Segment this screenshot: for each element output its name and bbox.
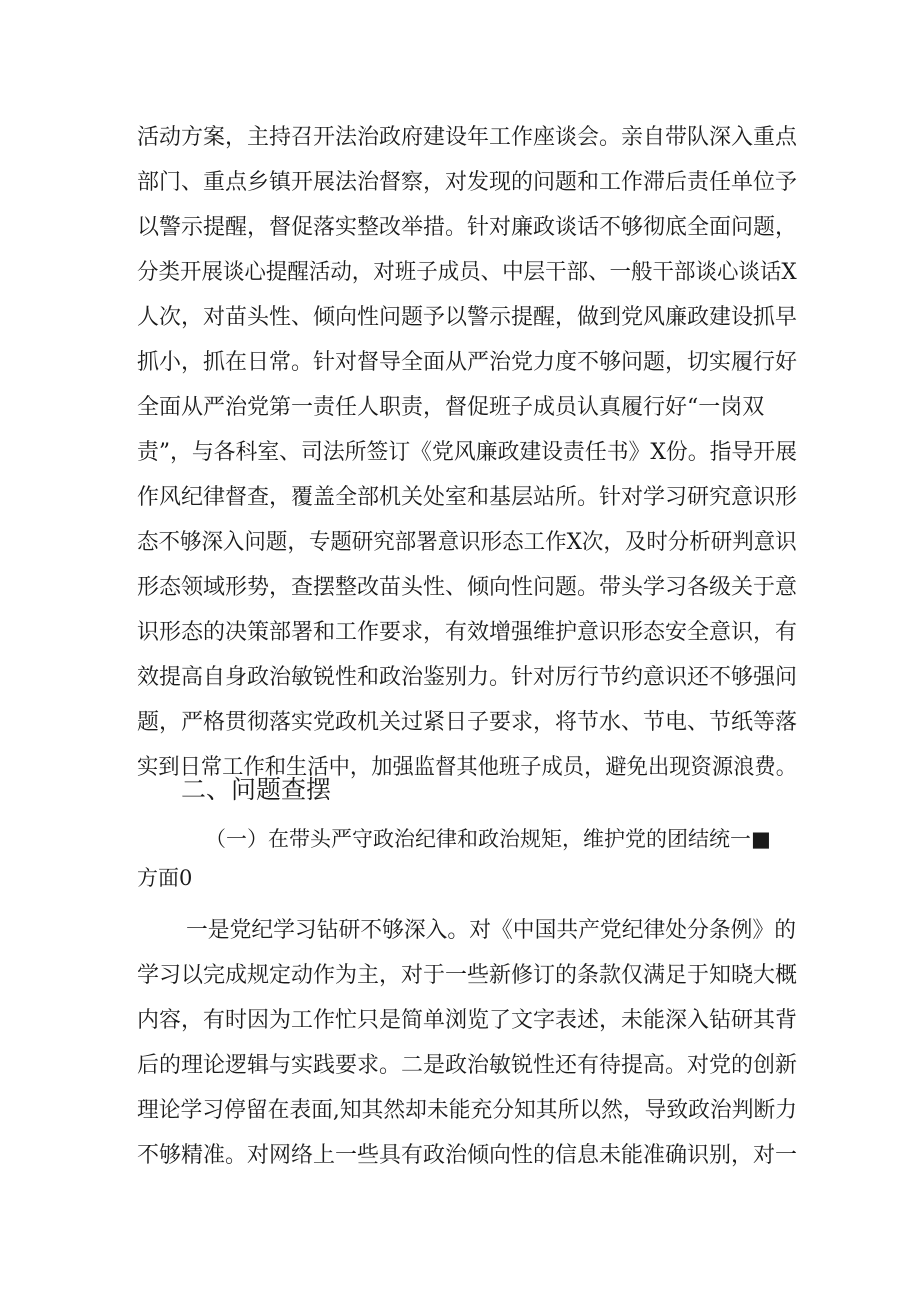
text-line: 责”，与各科室、司法所签订《党风廉政建设责任书》X份。指导开展: [137, 440, 797, 465]
text-line: 题，严格贯彻落实党政机关过紧日子要求，将节水、节电、节纸等落: [137, 710, 798, 735]
text-line: 形态领域形势，查摆整改苗头性、倾向性问题。带头学习各级关于意: [137, 575, 798, 600]
text-line: 实到日常工作和生活中，加强监督其他班子成员，避免出现资源浪费。: [137, 755, 798, 780]
text-line: 后的理论逻辑与实践要求。二是政治敏锐性还有待提高。对党的创新: [137, 1053, 798, 1078]
text-line: 态不够深入问题，专题研究部署意识形态工作X次，及时分析研判意识: [137, 530, 797, 555]
text-line: 全面从严治党第一责任人职责，督促班子成员认真履行好“一岗双: [137, 395, 765, 420]
text-line: 分类开展谈心提醒活动，对班子成员、中层干部、一般干部谈心谈话X: [137, 260, 797, 285]
text-line: 不够精准。对网络上一些具有政治倾向性的信息未能准确识别，对一: [137, 1143, 798, 1168]
text-line: 活动方案，主持召开法治政府建设年工作座谈会。亲自带队深入重点: [137, 125, 798, 150]
text-line: 内容，有时因为工作忙只是简单浏览了文字表述，未能深入钻研其背: [137, 1008, 798, 1033]
text-line: 作风纪律督查，覆盖全部机关处室和基层站所。针对学习研究意识形: [137, 485, 798, 510]
subheading-line: 方面0: [137, 866, 193, 890]
section-heading: 二、问题查摆: [181, 775, 332, 804]
text-line: 以警示提醒，督促落实整改举措。针对廉政谈话不够彻底全面问题，: [137, 215, 798, 240]
text-line: 识形态的决策部署和工作要求，有效增强维护意识形态安全意识，有: [137, 620, 798, 645]
text-line: 抓小，抓在日常。针对督导全面从严治党力度不够问题，切实履行好: [137, 350, 798, 375]
subheading-line: （一）在带头严守政治纪律和政治规矩，维护党的团结统一■: [205, 827, 771, 851]
text-line: 效提高自身政治敏锐性和政治鉴别力。针对厉行节约意识还不够强问: [137, 665, 798, 690]
text-line: 部门、重点乡镇开展法治督察，对发现的问题和工作滞后责任单位予: [137, 170, 798, 195]
text-line: 人次，对苗头性、倾向性问题予以警示提醒，做到党风廉政建设抓早: [137, 305, 798, 330]
text-line: 理论学习停留在表面,知其然却未能充分知其所以然，导致政治判断力: [137, 1098, 797, 1123]
text-line: 学习以完成规定动作为主，对于一些新修订的条款仅满足于知晓大概: [137, 963, 798, 988]
text-line: 一是党纪学习钻研不够深入。对《中国共产党纪律处分条例》的: [186, 918, 797, 943]
